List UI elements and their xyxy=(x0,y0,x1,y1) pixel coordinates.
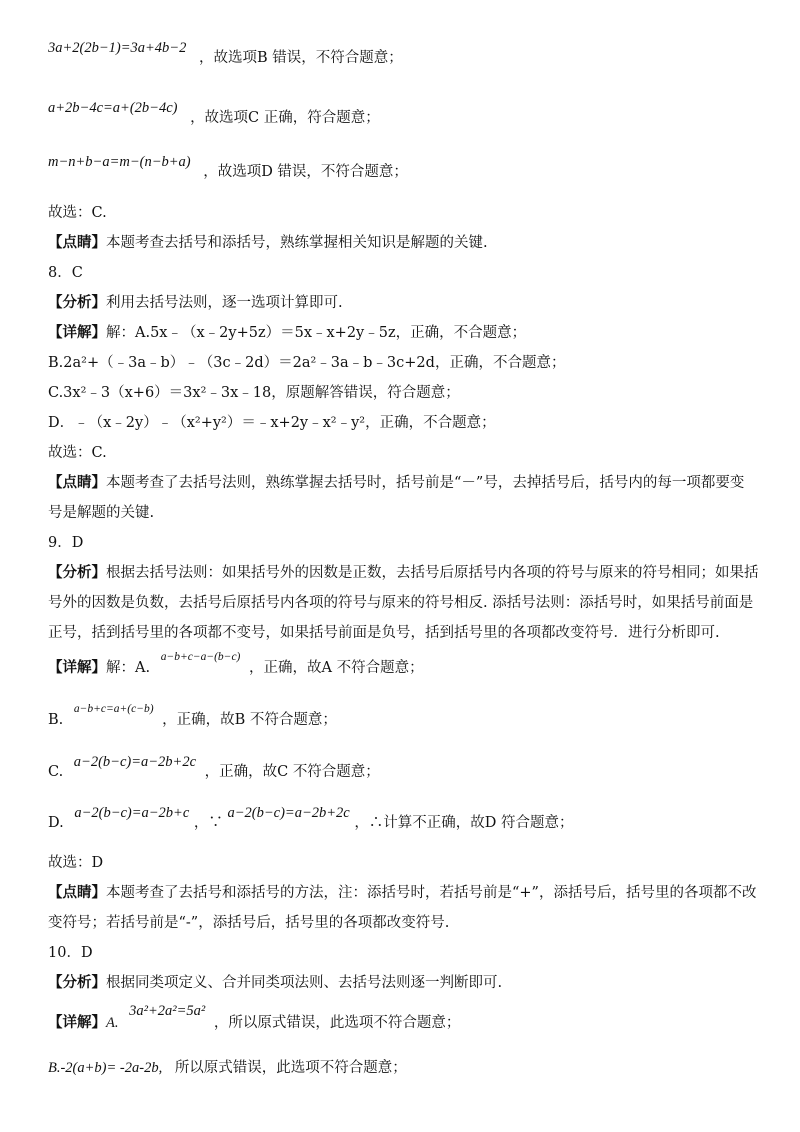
q8-analysis xyxy=(48,293,343,313)
q8-analysis-text: 利用去括号法则，逐一选项计算即可. xyxy=(106,295,343,311)
q9-detail-a-text: ，正确，故A 不符合题意； xyxy=(248,660,424,676)
q9-detail-c xyxy=(48,754,380,782)
q9-analysis-tag: 【分析】 xyxy=(48,564,106,581)
q7-option-d-text: ，故选项D 错误，不符合题意； xyxy=(203,164,408,180)
q10-detail-b-formula: B.-2(a+b)= -2a-2b, xyxy=(48,1060,163,1076)
q8-analysis-tag: 【分析】 xyxy=(48,294,106,311)
q9-detail-tag: 【详解】 xyxy=(48,659,106,676)
q9-detail-d xyxy=(48,805,574,833)
q8-comment-line-1 xyxy=(48,473,744,493)
q9-detail-b-prefix: B. xyxy=(48,712,64,728)
q7-option-c-line xyxy=(48,100,380,128)
q9-number: 9．D xyxy=(48,535,84,551)
q9-detail-d-text: ，∴计算不正确，故D 符合题意； xyxy=(354,815,574,831)
q7-option-b-line xyxy=(48,40,403,68)
q9-comment-line-1 xyxy=(48,883,756,903)
q7-answer: 故选：C. xyxy=(48,205,107,221)
q8-detail-c: C.3x²﹣3（x+6）＝3x²﹣3x﹣18，原题解答错误，符合题意； xyxy=(48,385,460,401)
q7-option-c-text: ，故选项C 正确，符合题意； xyxy=(190,110,380,126)
q10-detail-tag: 【详解】 xyxy=(48,1014,106,1031)
q8-detail-tag: 【详解】 xyxy=(48,324,106,341)
q9-detail-d-prefix: D. xyxy=(48,815,64,831)
q8-comment-tag: 【点睛】 xyxy=(48,474,106,491)
q9-detail-c-formula: a−2(b−c)=a−2b+2c xyxy=(73,754,196,770)
q9-detail-d-formula-1: a−2(b−c)=a−2b+c xyxy=(74,805,190,821)
q7-comment-tag: 【点睛】 xyxy=(48,234,106,251)
q7-comment xyxy=(48,233,488,253)
q9-detail-d-formula-2: a−2(b−c)=a−2b+2c xyxy=(227,805,350,821)
q9-comment-line-2: 变符号；若括号前是“-”，添括号后，括号里的各项都改变符号. xyxy=(48,915,450,931)
q10-detail-a xyxy=(48,1003,461,1033)
q9-detail-a-prefix: 解：A. xyxy=(106,660,151,676)
q9-comment-text-1: 本题考查了去括号和添括号的方法，注：添括号时，若括号前是“+”，添括号后，括号里的各项都不改 xyxy=(106,885,757,901)
q7-option-c-formula: a+2b−4c=a+(2b−4c) xyxy=(48,100,178,116)
q10-detail-b-text: 所以原式错误，此选项不符合题意； xyxy=(174,1060,407,1076)
q8-detail-a-text: 解：A.5x﹣（x﹣2y+5z）＝5x﹣x+2y﹣5z，正确，不合题意； xyxy=(106,325,527,341)
q9-detail-b xyxy=(48,703,337,731)
q10-analysis-text: 根据同类项定义、合并同类项法则、去括号法则逐一判断即可. xyxy=(106,975,503,991)
q7-option-d-line xyxy=(48,154,408,182)
q9-analysis-text-1: 根据去括号法则：如果括号外的因数是正数，去括号后原括号内各项的符号与原来的符号相同；如果括 xyxy=(106,565,759,581)
q10-detail-b xyxy=(48,1058,407,1078)
q9-detail-b-formula: a−b+c=a+(c−b) xyxy=(73,703,154,715)
q10-analysis xyxy=(48,973,502,993)
q9-detail-b-text: ，正确，故B 不符合题意； xyxy=(162,712,337,728)
q7-comment-text: 本题考查去括号和添括号，熟练掌握相关知识是解题的关键. xyxy=(106,235,488,251)
q8-detail-b: B.2a²+（﹣3a﹣b）﹣（3c﹣2d）＝2a²﹣3a﹣b﹣3c+2d，正确，不合题意； xyxy=(48,355,566,371)
q8-comment-line-2: 号是解题的关键. xyxy=(48,505,155,521)
q7-option-b-text: ，故选项B 错误，不符合题意； xyxy=(198,50,403,66)
q7-option-b-formula: 3a+2(2b−1)=3a+4b−2 xyxy=(48,40,187,56)
q9-detail-c-text: ，正确，故C 不符合题意； xyxy=(204,764,380,780)
q8-number: 8．C xyxy=(48,265,83,281)
q10-analysis-tag: 【分析】 xyxy=(48,974,106,991)
q9-detail-d-because: ，∵ xyxy=(193,815,223,831)
q9-analysis-line-1 xyxy=(48,563,759,583)
q8-detail-d: D．﹣（x﹣2y）﹣（x²+y²）＝﹣x+2y﹣x²﹣y²，正确，不合题意； xyxy=(48,415,496,431)
q10-detail-a-prefix: A. xyxy=(106,1015,119,1031)
q7-option-d-formula: m−n+b−a=m−(n−b+a) xyxy=(48,154,191,170)
q10-detail-a-formula: 3a²+2a²=5a² xyxy=(129,1003,206,1019)
q9-analysis-line-3: 正号，括到括号里的各项都不变号，如果括号前面是负号，括到括号里的各项都改变符号．进行分析即可. xyxy=(48,625,720,641)
q10-detail-a-text: ，所以原式错误，此选项不符合题意； xyxy=(213,1015,461,1031)
q8-detail-a xyxy=(48,323,526,343)
q8-comment-text-1: 本题考查了去括号法则，熟练掌握去括号时，括号前是“－”号，去掉括号后，括号内的每一项都要变 xyxy=(106,475,745,491)
q9-detail-a-formula: a−b+c−a−(b−c) xyxy=(160,651,241,663)
q9-detail-c-prefix: C. xyxy=(48,764,64,780)
q9-detail-a xyxy=(48,651,424,679)
q9-analysis-line-2: 号外的因数是负数，去括号后原括号内各项的符号与原来的符号相反. 添括号法则：添括号时，如果括号前面是 xyxy=(48,595,754,611)
q8-answer: 故选：C. xyxy=(48,445,107,461)
q9-answer: 故选：D xyxy=(48,855,104,871)
q10-number: 10．D xyxy=(48,945,93,961)
q9-comment-tag: 【点睛】 xyxy=(48,884,106,901)
